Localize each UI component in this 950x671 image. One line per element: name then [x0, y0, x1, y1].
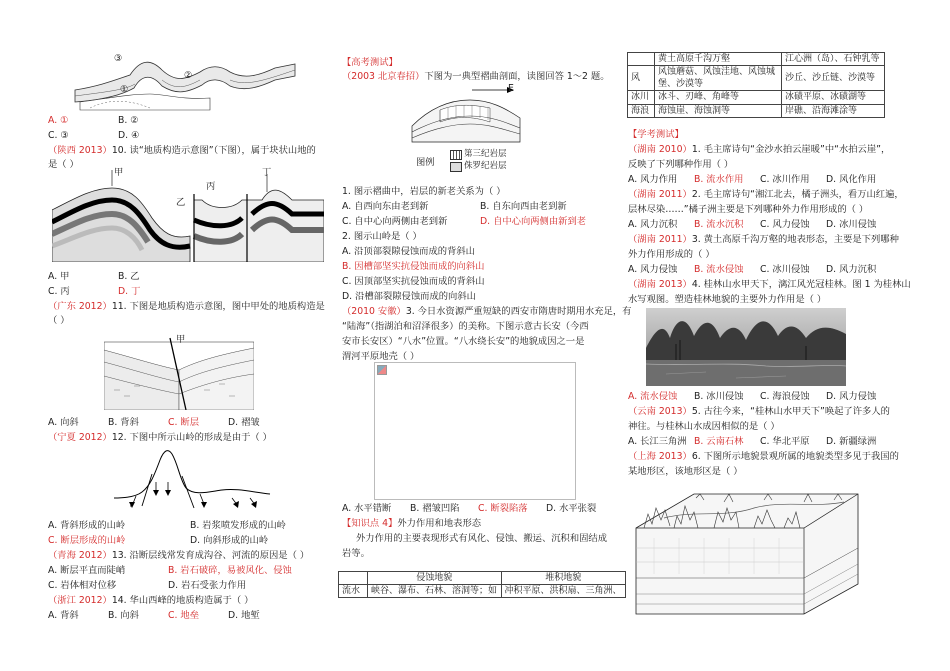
- rq5-option-b[interactable]: B. 云南石林: [694, 436, 744, 447]
- mq2-option-b[interactable]: B. 因槽部坚实抗侵蚀而成的向斜山: [342, 261, 485, 272]
- q10-source: （陕西 2013）: [48, 145, 112, 156]
- mq3-option-a[interactable]: A. 水平错断: [342, 503, 392, 514]
- table-cell: 峡谷、瀑布、石林、溶洞等；如: [368, 585, 502, 598]
- table-cell: 沙丘、沙丘链、沙漠等: [782, 66, 885, 91]
- q13-option-a[interactable]: A. 断层平直而陡峭: [48, 565, 126, 576]
- rq4-option-b[interactable]: B. 冰川侵蚀: [694, 391, 744, 402]
- mq2-option-d[interactable]: D. 沿槽部裂隙侵蚀而成的向斜山: [342, 291, 476, 302]
- q11-option-c[interactable]: C. 断层: [168, 417, 199, 428]
- rq4-option-d[interactable]: D. 风力侵蚀: [826, 391, 877, 402]
- q10-text-2: 是（ ）: [48, 159, 79, 170]
- rq5-option-d[interactable]: D. 新疆绿洲: [826, 436, 877, 447]
- landform-table-top: [338, 571, 626, 598]
- fig1-label-2: ②: [184, 70, 193, 81]
- mq3-option-c[interactable]: C. 断裂陷落: [478, 503, 528, 514]
- q13-option-d[interactable]: D. 岩石受张力作用: [168, 580, 247, 591]
- rq2-option-b[interactable]: B. 流水沉积: [694, 219, 744, 230]
- table-cell: 冰碛平原、冰碛湖等: [782, 91, 885, 104]
- legend-title: 图例: [416, 157, 435, 168]
- rq1-option-d[interactable]: D. 风化作用: [826, 174, 877, 185]
- table-cell: 江心洲（岛）、石钟乳等: [782, 53, 885, 66]
- rq1-text-1: （湖南 2010）1. 毛主席诗句“金沙水拍云崖暖”中“水拍云崖”，: [628, 144, 891, 155]
- table-cell: 海浪: [628, 104, 655, 117]
- rq1-option-c[interactable]: C. 冰川作用: [760, 174, 810, 185]
- q12-option-b[interactable]: B. 岩浆喷发形成的山岭: [190, 520, 286, 531]
- q11-option-d[interactable]: D. 褶皱: [228, 417, 260, 428]
- mq1-option-a[interactable]: A. 自西向东由老到新: [342, 201, 429, 212]
- middle-column: [330, 0, 630, 671]
- legend-swatch-tertiary: [450, 150, 462, 160]
- q12-option-c[interactable]: C. 断层形成的山岭: [48, 535, 126, 546]
- q9-option-b[interactable]: B. ②: [118, 115, 139, 126]
- table-row: [628, 66, 885, 91]
- rq3-option-b[interactable]: B. 流水侵蚀: [694, 264, 744, 275]
- rq4-text-1: （湖南 2013）4. 桂林山水甲天下，漓江风光冠桂林。图 1 为桂林山: [628, 279, 911, 290]
- mq3-text-4: 渭河平原地壳（ ）: [342, 351, 420, 362]
- broken-image-icon: [377, 365, 387, 375]
- fig-arrow-e: E: [508, 83, 514, 94]
- guilin-landscape-photo: [646, 308, 846, 386]
- q14-option-c[interactable]: C. 地垒: [168, 610, 199, 621]
- rq6-text-2: 某地形区，该地形区是（ ）: [628, 466, 743, 477]
- mq2-text: 2. 图示山岭是（ ）: [342, 231, 422, 242]
- fold-profile-figure: [410, 86, 522, 152]
- table-cell: 冰斗、刃峰、角峰等: [655, 91, 782, 104]
- table-cell: 风蚀蘑菇、风蚀洼地、风蚀城堡、沙漠等: [655, 66, 782, 91]
- rq5-text-1: （云南 2013）5. 古往今来，“桂林山水甲天下”唤起了许多人的: [628, 406, 890, 417]
- q12-source: （宁夏 2012）: [48, 432, 112, 443]
- q14-option-a[interactable]: A. 背斜: [48, 610, 79, 621]
- table-row: [628, 53, 885, 66]
- q10-option-a[interactable]: A. 甲: [48, 271, 70, 282]
- table-cell: 风: [628, 66, 655, 91]
- rq1-option-a[interactable]: A. 风力作用: [628, 174, 678, 185]
- q12-option-d[interactable]: D. 向斜形成的山岭: [190, 535, 269, 546]
- landform-table-continued: [627, 52, 885, 118]
- rq2-option-d[interactable]: D. 冰川侵蚀: [826, 219, 877, 230]
- q12-option-a[interactable]: A. 背斜形成的山岭: [48, 520, 126, 531]
- table-header-erosion: 侵蚀地貌: [368, 572, 502, 585]
- rq3-option-c[interactable]: C. 冰川侵蚀: [760, 264, 810, 275]
- q10-option-c[interactable]: C. 丙: [48, 286, 70, 297]
- gaokao-heading: 【高考测试】: [342, 57, 398, 68]
- q14-option-b[interactable]: B. 向斜: [108, 610, 139, 621]
- mq1-option-c[interactable]: C. 自中心向两侧由老到新: [342, 216, 448, 227]
- q13-source: （青海 2012）: [48, 550, 112, 561]
- kp-text-2: 岩等。: [342, 548, 370, 559]
- q13-option-c[interactable]: C. 岩体相对位移: [48, 580, 117, 591]
- rq5-option-c[interactable]: C. 华北平原: [760, 436, 810, 447]
- fig3-label-jia: 甲: [176, 334, 186, 345]
- q14-source: （浙江 2012）: [48, 595, 112, 606]
- rq3-text-2: 外力作用形成的（ ）: [628, 249, 715, 260]
- table-row: [628, 104, 885, 117]
- eight-rivers-map-placeholder: [374, 362, 576, 500]
- fig2-label-jia: 甲: [114, 167, 124, 178]
- rq2-option-c[interactable]: C. 风力侵蚀: [760, 219, 810, 230]
- table-corner: [339, 572, 368, 585]
- mountain-fault-figure: [112, 446, 272, 514]
- fig2-label-yi: 乙: [176, 197, 186, 208]
- q10-text: （陕西 2013）10. 读“地质构造示意图”（下图），属于块状山地的: [48, 145, 316, 156]
- table-row: [339, 585, 626, 598]
- q11-text-2: （ ）: [48, 315, 70, 326]
- legend-item-tertiary: 第三纪岩层: [464, 149, 507, 159]
- mq1-option-b[interactable]: B. 自东向西由老到新: [480, 201, 567, 212]
- kp-text-1: 外力作用的主要表现形式有风化、侵蚀、搬运、沉积和固结成: [356, 533, 608, 544]
- table-cell: 冰川: [628, 91, 655, 104]
- table-cell: 流水: [339, 585, 368, 598]
- q12-text: （宁夏 2012）12. 下图中所示山岭的形成是由于（ ）: [48, 432, 272, 443]
- q11-text: （广东 2012）11. 下图是地质构造示意图，图中甲处的地质构造是: [48, 301, 325, 312]
- rq1-option-b[interactable]: B. 流水作用: [694, 174, 744, 185]
- mq3-text-1: （2010 安徽）3. 今日水资源严重短缺的西安市隋唐时期用水充足，有: [342, 306, 632, 317]
- table-header-row: [339, 572, 626, 585]
- table-cell: 岸礁、沿海滩涂等: [782, 104, 885, 117]
- fig1-label-1: ①: [120, 84, 129, 95]
- rq5-option-a[interactable]: A. 长江三角洲: [628, 436, 687, 447]
- rq3-text-1: （湖南 2011）3. 黄土高原千沟万壑的地表形态，主要是下列哪种: [628, 234, 899, 245]
- mq1-text: 1. 图示褶曲中，岩层的新老关系为（ ）: [342, 186, 506, 197]
- rq4-option-c[interactable]: C. 海浪侵蚀: [760, 391, 810, 402]
- rq2-text-2: 层林尽染……”橘子洲主要是下列哪种外力作用形成的（ ）: [628, 204, 869, 215]
- table-header-deposition: 堆积地貌: [501, 572, 625, 585]
- q11-option-a[interactable]: A. 向斜: [48, 417, 79, 428]
- q9-option-c[interactable]: C. ③: [48, 130, 69, 141]
- rq3-option-a[interactable]: A. 风力侵蚀: [628, 264, 678, 275]
- xuekao-heading: 【学考测试】: [628, 129, 684, 140]
- rq5-text-2: 神往。与桂林山水成因相似的是（ ）: [628, 421, 780, 432]
- fig1-label-3: ③: [114, 53, 123, 64]
- mq2-option-c[interactable]: C. 因顶部坚实抗侵蚀而成的背斜山: [342, 276, 485, 287]
- table-cell: 黄土高原千沟万壑: [655, 53, 782, 66]
- q13-option-b[interactable]: B. 岩石破碎，易被风化、侵蚀: [168, 565, 292, 576]
- rq1-text-2: 反映了下列哪种作用（ ）: [628, 159, 734, 170]
- fig2-label-bing: 丙: [206, 181, 216, 192]
- knowledge-point-heading: 【知识点 4】外力作用和地表形态: [342, 518, 482, 529]
- rq2-option-a[interactable]: A. 风力沉积: [628, 219, 678, 230]
- table-row: [628, 91, 885, 104]
- intro-text: （2003 北京春招）下图为一典型褶曲剖面，读图回答 1～2 题。: [342, 71, 610, 82]
- karst-block-diagram: [634, 488, 860, 616]
- mq2-option-a[interactable]: A. 沿顶部裂隙侵蚀而成的背斜山: [342, 246, 475, 257]
- q10-option-b[interactable]: B. 乙: [118, 271, 140, 282]
- q9-option-a[interactable]: A. ①: [48, 115, 69, 126]
- geologic-structure-figure: [52, 170, 324, 262]
- mq3-text-2: “陆海”（指湖泊和沼泽很多）的美称。下图示意古长安（今西: [342, 321, 589, 332]
- left-column: [0, 0, 330, 671]
- rq4-text-2: 水写观图。塑造桂林地貌的主要外力作用是（ ）: [628, 294, 827, 305]
- q11-source: （广东 2012）: [48, 301, 112, 312]
- q14-option-d[interactable]: D. 地堑: [228, 610, 260, 621]
- q9-option-d[interactable]: D. ④: [118, 130, 140, 141]
- mq3-option-d[interactable]: D. 水平张裂: [546, 503, 597, 514]
- q11-option-b[interactable]: B. 背斜: [108, 417, 139, 428]
- mq3-text-3: 安市长安区）“八水”位置。“八水绕长安”的地貌成因之一是: [342, 336, 585, 347]
- q14-text: （浙江 2012）14. 华山西峰的地质构造属于（ ）: [48, 595, 254, 606]
- mq1-option-d[interactable]: D. 自中心向两侧由新到老: [480, 216, 587, 227]
- legend-swatch-jurassic: [450, 162, 462, 172]
- right-column: [630, 0, 950, 671]
- q10-option-d[interactable]: D. 丁: [118, 286, 141, 297]
- rq2-text-1: （湖南 2011）2. 毛主席诗句“湘江北去，橘子洲头，看万山红遍，: [628, 189, 904, 200]
- rq6-text-1: （上海 2013）6. 下图所示地貌景观所属的地貌类型多见于我国的: [628, 451, 899, 462]
- table-cell: [628, 53, 655, 66]
- fig2-label-ding: 丁: [262, 167, 272, 178]
- mq3-source: （2010 安徽）: [342, 306, 406, 317]
- mq3-option-b[interactable]: B. 褶皱凹陷: [410, 503, 460, 514]
- table-cell: 海蚀崖、海蚀洞等: [655, 104, 782, 117]
- intro-source: （2003 北京春招）: [342, 71, 425, 82]
- rq3-option-d[interactable]: D. 风力沉积: [826, 264, 877, 275]
- q13-text: （青海 2012）13. 沿断层线常发育成沟谷、河流的原因是（ ）: [48, 550, 310, 561]
- table-cell: 冲积平原、洪积扇、三角洲、: [501, 585, 625, 598]
- legend-item-jurassic: 侏罗纪岩层: [464, 161, 507, 171]
- rq4-option-a[interactable]: A. 流水侵蚀: [628, 391, 678, 402]
